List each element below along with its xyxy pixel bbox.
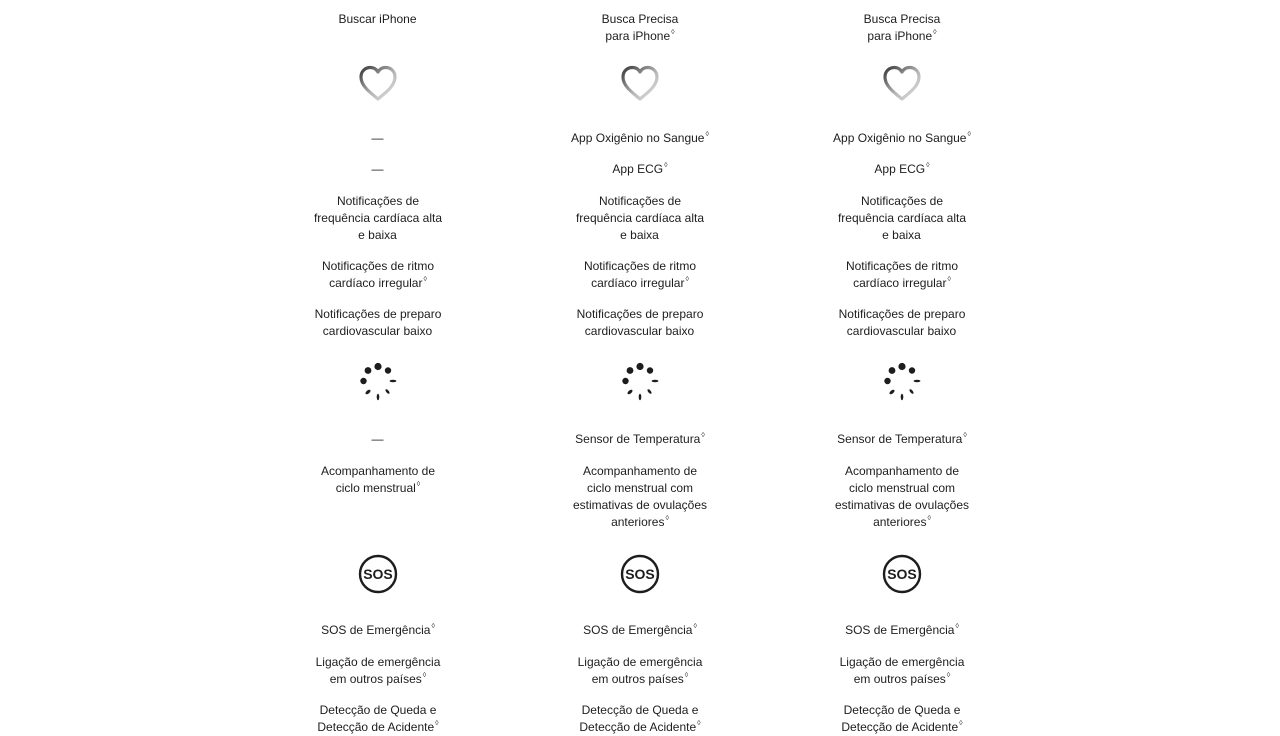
feature-label: Notificações de frequência cardíaca alta e baixa xyxy=(575,194,705,242)
heart-icon xyxy=(620,64,660,104)
svg-text:SOS: SOS xyxy=(363,566,393,582)
health-feature-2 xyxy=(555,144,725,178)
footnote-mark: ◊ xyxy=(946,672,951,679)
footnote-mark: ◊ xyxy=(705,131,709,138)
feature-label: Notificações de frequência cardíaca alta e baixa xyxy=(313,194,443,242)
international-emergency-calling xyxy=(555,637,725,688)
feature-label: Detecção de Queda e Detecção de Acidente xyxy=(579,703,699,734)
feature-label: Detecção de Queda e Detecção de Acidente xyxy=(317,703,437,734)
cycle-feature-1 xyxy=(293,414,463,448)
cycle-feature-1 xyxy=(817,414,987,448)
comparison-column-1 xyxy=(555,0,725,734)
footnote-mark: ◊ xyxy=(967,131,971,138)
feature-label: Ligação de emergência em outros países xyxy=(839,655,965,686)
footnote-mark: ◊ xyxy=(693,623,697,630)
feature-label: Ligação de emergência em outros países xyxy=(577,655,703,686)
cardio-fitness-notifications xyxy=(293,289,463,340)
footnote-mark: ◊ xyxy=(685,276,689,283)
sos-icon xyxy=(358,554,398,594)
footnote-mark: ◊ xyxy=(947,276,951,283)
footnote-mark: ◊ xyxy=(926,162,930,169)
feature-label: Notificações de frequência cardíaca alta e baixa xyxy=(837,194,967,242)
svg-text:SOS: SOS xyxy=(887,566,917,582)
heart-icon xyxy=(358,64,398,104)
footnote-mark: ◊ xyxy=(933,29,937,36)
cycle-tracking-feature xyxy=(293,446,463,497)
footnote-mark: ◊ xyxy=(697,720,701,727)
cycle-tracking-feature xyxy=(817,446,987,531)
fall-crash-detection xyxy=(817,685,987,736)
feature-label: — xyxy=(371,162,384,176)
comparison-column-0 xyxy=(293,0,463,734)
svg-text:SOS: SOS xyxy=(625,566,655,582)
irregular-rhythm-notifications xyxy=(817,241,987,292)
cycle-tracking-feature xyxy=(555,446,725,531)
feature-label: Detecção de Queda e Detecção de Acidente xyxy=(841,703,961,734)
footnote-mark: ◊ xyxy=(423,276,427,283)
feature-label: Acompanhamento de ciclo menstrual xyxy=(320,464,436,495)
footnote-mark: ◊ xyxy=(664,162,668,169)
feature-label: App ECG xyxy=(874,162,926,176)
feature-label: Busca Precisa para iPhone xyxy=(863,12,941,43)
feature-label: Notificações de preparo cardiovascular baixo xyxy=(314,307,442,338)
footnote-mark: ◊ xyxy=(431,623,435,630)
health-feature-1 xyxy=(817,113,987,147)
feature-label: Notificações de ritmo cardíaco irregular xyxy=(583,259,697,290)
health-feature-1 xyxy=(555,113,725,147)
feature-label: App ECG xyxy=(612,162,664,176)
feature-label: Notificações de ritmo cardíaco irregular xyxy=(321,259,435,290)
temperature-dots-icon xyxy=(620,362,660,402)
emergency-sos-feature xyxy=(555,605,725,639)
international-emergency-calling xyxy=(817,637,987,688)
footnote-mark: ◊ xyxy=(422,672,427,679)
temperature-dots-icon xyxy=(882,362,922,402)
heart-rate-notifications xyxy=(555,176,725,244)
fall-crash-detection xyxy=(555,685,725,736)
cycle-feature-1 xyxy=(555,414,725,448)
footnote-mark: ◊ xyxy=(927,515,931,522)
cardio-fitness-notifications xyxy=(817,289,987,340)
feature-label: Acompanhamento de ciclo menstrual com estimativas de ovulações anteriores xyxy=(572,464,708,529)
feature-label: Sensor de Temperatura xyxy=(837,432,963,446)
feature-label: App Oxigênio no Sangue xyxy=(833,131,967,145)
irregular-rhythm-notifications xyxy=(555,241,725,292)
footnote-mark: ◊ xyxy=(416,481,421,488)
comparison-column-2 xyxy=(817,0,987,734)
temperature-dots-icon xyxy=(358,362,398,402)
sos-icon xyxy=(620,554,660,594)
feature-label: Sensor de Temperatura xyxy=(575,432,701,446)
feature-label: Busca Precisa para iPhone xyxy=(601,12,679,43)
footnote-mark: ◊ xyxy=(684,672,689,679)
heart-icon xyxy=(882,64,922,104)
feature-label: — xyxy=(371,432,384,446)
feature-label: Notificações de preparo cardiovascular baixo xyxy=(838,307,966,338)
footnote-mark: ◊ xyxy=(671,29,675,36)
find-iphone-feature xyxy=(293,0,463,28)
health-feature-2 xyxy=(293,144,463,178)
feature-label: SOS de Emergência xyxy=(321,623,431,637)
feature-label: App Oxigênio no Sangue xyxy=(571,131,705,145)
find-iphone-feature xyxy=(817,0,987,45)
feature-label: Ligação de emergência em outros países xyxy=(315,655,441,686)
footnote-mark: ◊ xyxy=(435,720,439,727)
health-feature-2 xyxy=(817,144,987,178)
feature-label: Notificações de ritmo cardíaco irregular xyxy=(845,259,959,290)
footnote-mark: ◊ xyxy=(955,623,959,630)
health-feature-1 xyxy=(293,113,463,147)
feature-label: — xyxy=(371,131,384,145)
heart-rate-notifications xyxy=(817,176,987,244)
international-emergency-calling xyxy=(293,637,463,688)
fall-crash-detection xyxy=(293,685,463,736)
feature-label: Buscar iPhone xyxy=(338,12,417,26)
footnote-mark: ◊ xyxy=(665,515,669,522)
cardio-fitness-notifications xyxy=(555,289,725,340)
feature-label: SOS de Emergência xyxy=(583,623,693,637)
find-iphone-feature xyxy=(555,0,725,45)
feature-label: Notificações de preparo cardiovascular baixo xyxy=(576,307,704,338)
heart-rate-notifications xyxy=(293,176,463,244)
feature-label: Acompanhamento de ciclo menstrual com estimativas de ovulações anteriores xyxy=(834,464,970,529)
footnote-mark: ◊ xyxy=(959,720,963,727)
irregular-rhythm-notifications xyxy=(293,241,463,292)
footnote-mark: ◊ xyxy=(963,432,967,439)
emergency-sos-feature xyxy=(817,605,987,639)
footnote-mark: ◊ xyxy=(701,432,705,439)
emergency-sos-feature xyxy=(293,605,463,639)
sos-icon xyxy=(882,554,922,594)
feature-label: SOS de Emergência xyxy=(845,623,955,637)
